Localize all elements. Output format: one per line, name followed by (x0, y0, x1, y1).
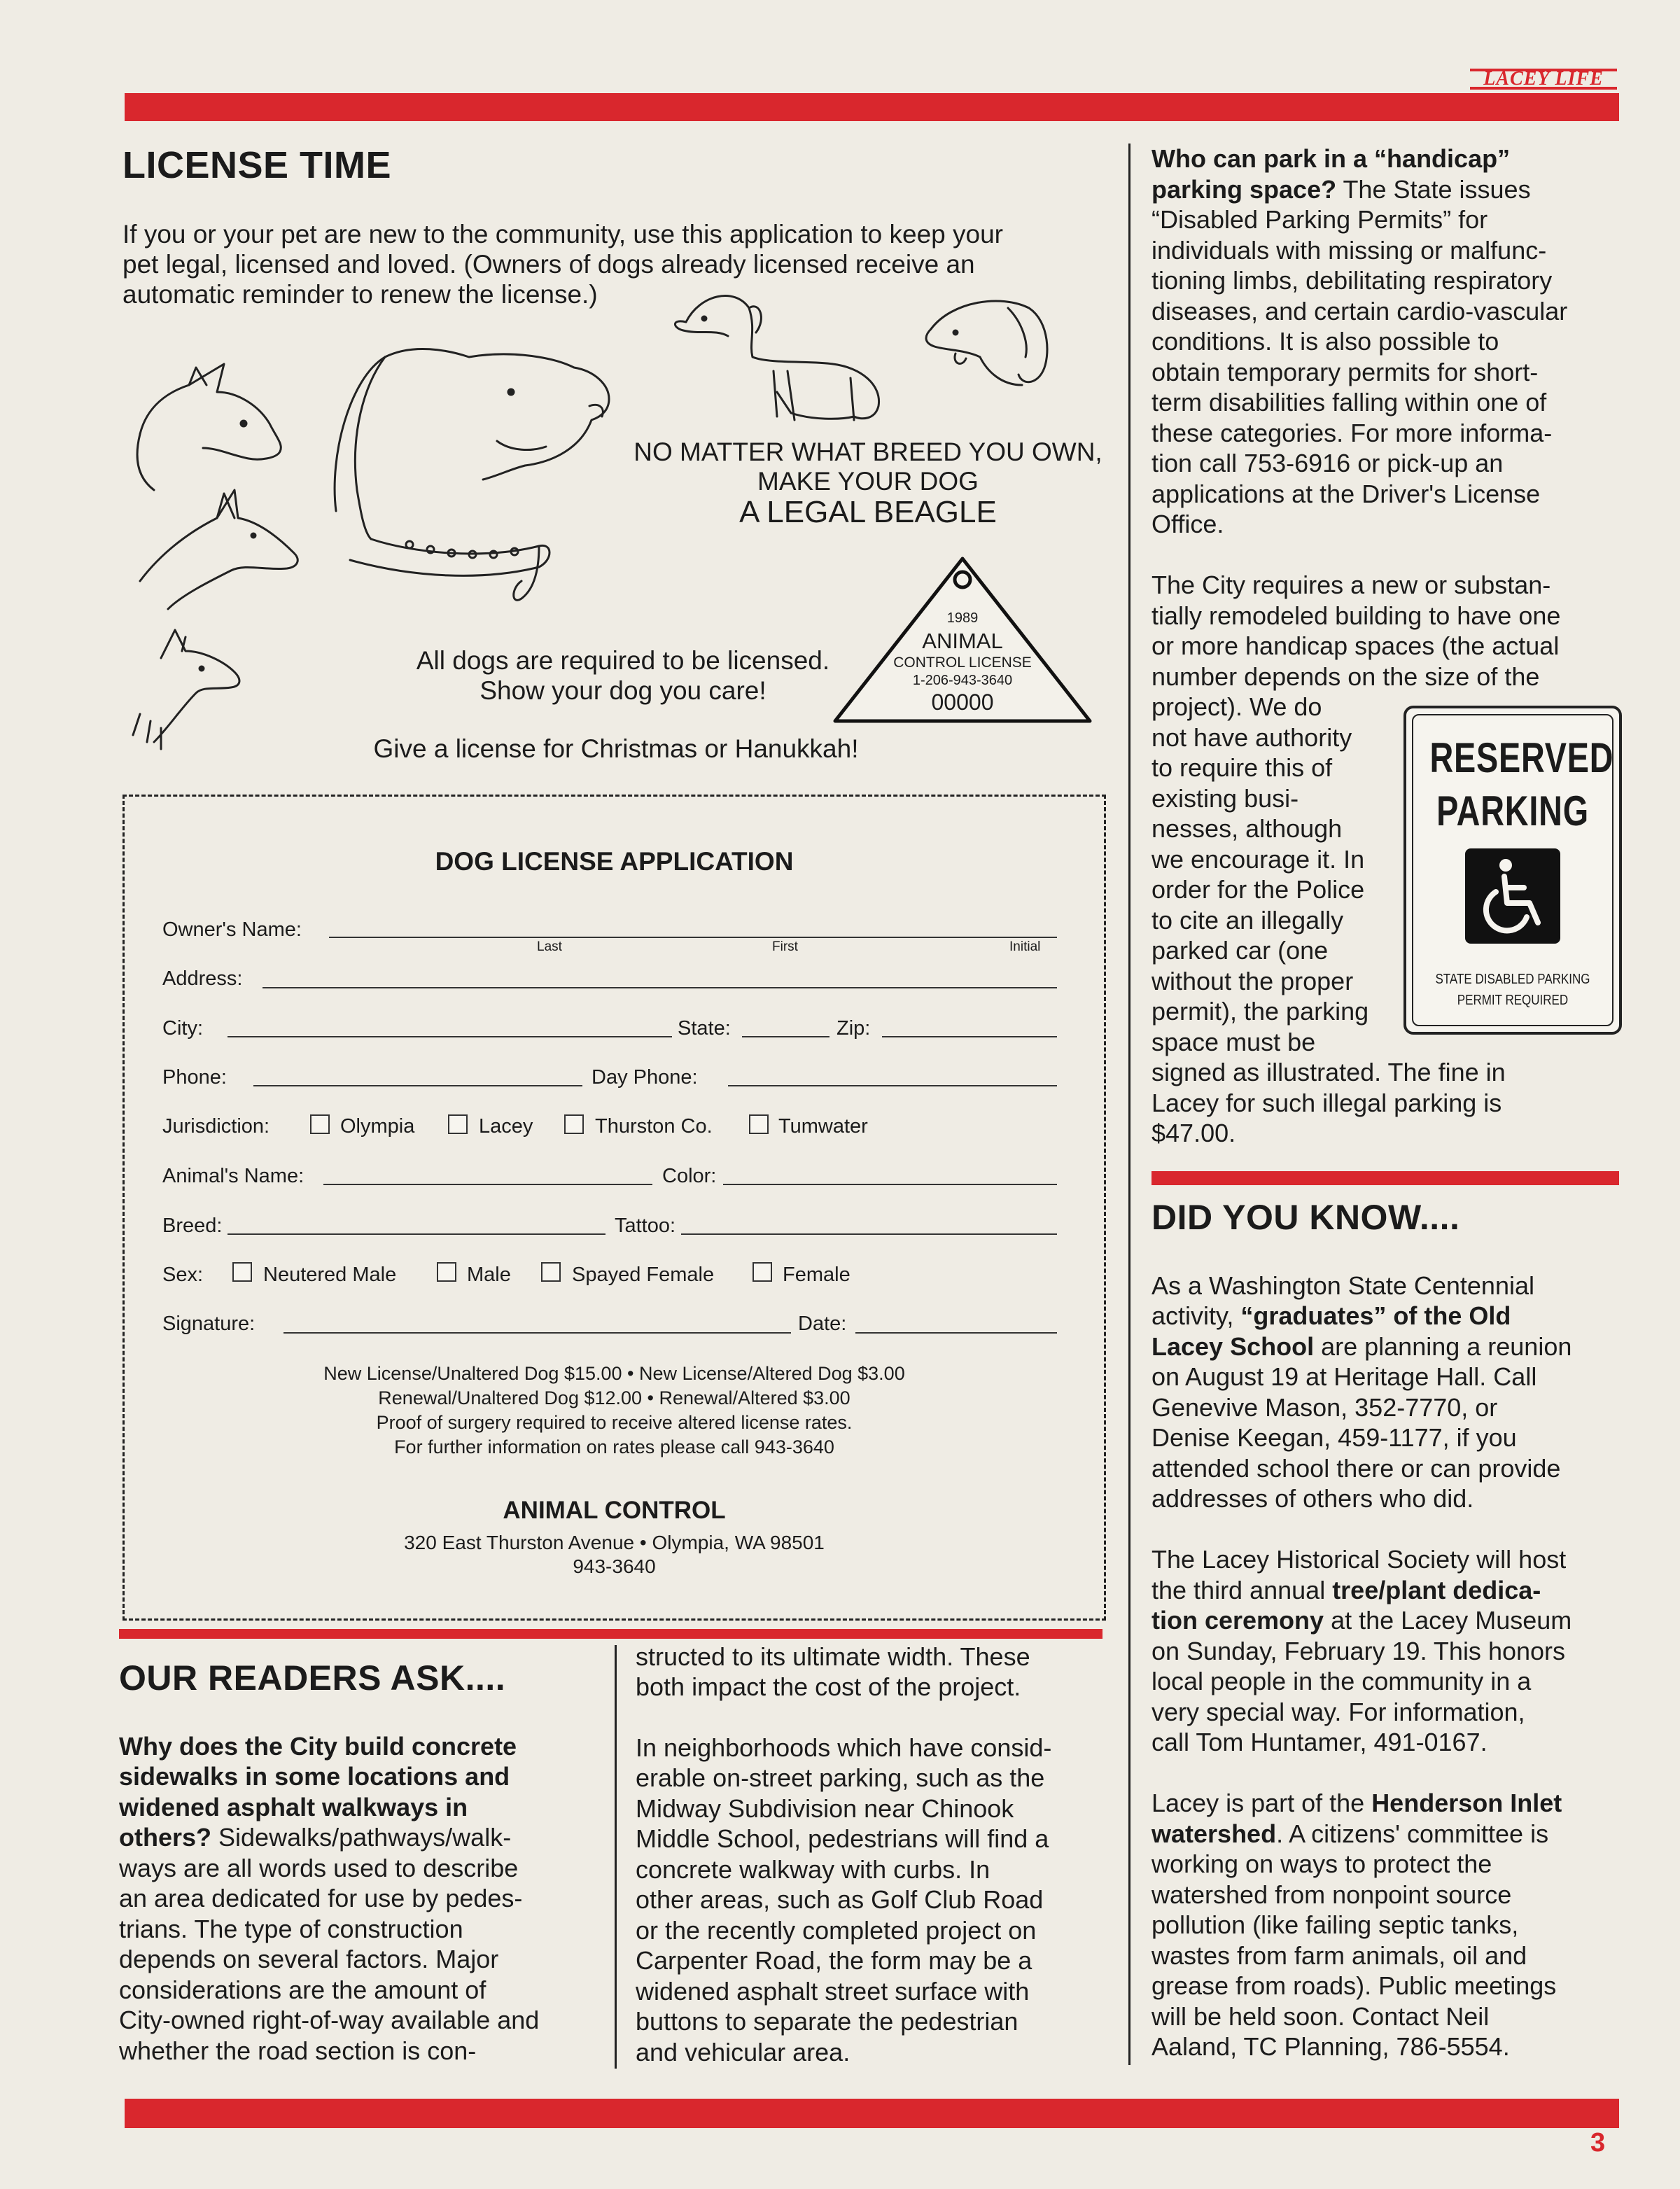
handicap-line: parked car (one (1152, 936, 1329, 965)
signature-label: Signature: (162, 1313, 255, 1335)
answer-line: or the recently completed project on (636, 1916, 1037, 1945)
tag-line2: CONTROL LICENSE (893, 655, 1032, 671)
answer-line: Carpenter Road, the form may be a (636, 1946, 1032, 1975)
dyk-text: . A citizens' committee is (1276, 1819, 1549, 1848)
state-field[interactable] (742, 1036, 830, 1037)
dyk-line-mixed (1152, 1301, 1511, 1331)
dyk-line: working on ways to protect the (1152, 1849, 1492, 1878)
dyk-text: activity, (1152, 1301, 1241, 1330)
mid-red-bar-right (1152, 1171, 1619, 1185)
sign-line3: STATE DISABLED PARKING (1435, 972, 1590, 987)
dyk-line: wastes from farm animals, oil and (1152, 1941, 1527, 1970)
answer-line: and vehicular area. (636, 2038, 850, 2066)
handicap-line: individuals with missing or malfunc- (1152, 236, 1547, 265)
reserved-parking-sign (1404, 706, 1622, 1035)
dyk-line: The Lacey Historical Society will host (1152, 1545, 1567, 1574)
dyk-line: Genevive Mason, 352-7770, or (1152, 1393, 1498, 1422)
day-phone-field[interactable] (728, 1085, 1057, 1086)
masthead: LACEY LIFE (1470, 69, 1617, 90)
color-field[interactable] (723, 1184, 1057, 1185)
sign-line1: RESERVED (1429, 734, 1614, 781)
dyk-bold: Lacey School (1152, 1332, 1315, 1361)
tag-number: 00000 (931, 690, 994, 715)
handicap-line: tially remodeled building to have one (1152, 601, 1561, 630)
dyk-line: Denise Keegan, 459-1177, if you (1152, 1423, 1517, 1452)
answer-line: concrete walkway with curbs. In (636, 1855, 990, 1884)
owner-first-sublabel: First (772, 939, 798, 954)
dyk-text: Lacey is part of the (1152, 1789, 1372, 1817)
answer-line: City-owned right-of-way available and (119, 2006, 540, 2034)
bull-terrier-drawing (137, 364, 281, 490)
tag-phone: 1-206-943-3640 (912, 673, 1013, 688)
dyk-text: at the Lacey Museum (1324, 1606, 1572, 1635)
city-label: City: (162, 1017, 203, 1040)
handicap-line: these categories. For more informa- (1152, 419, 1553, 447)
rate-line: Proof of surgery required to receive altered license rates. (376, 1412, 853, 1433)
answer-line: erable on-street parking, such as the (636, 1763, 1045, 1792)
slogan-line: NO MATTER WHAT BREED YOU OWN, (634, 438, 1102, 466)
handicap-line: to cite an illegally (1152, 906, 1344, 935)
slogan-line: MAKE YOUR DOG (757, 467, 979, 496)
question-line: sidewalks in some locations and (119, 1762, 510, 1791)
dyk-line-mixed (1152, 1788, 1562, 1819)
top-red-bar (125, 93, 1619, 121)
readers-ask-heading: OUR READERS ASK.... (119, 1658, 506, 1698)
handicap-line: “Disabled Parking Permits” for (1152, 205, 1488, 234)
answer-line: ways are all words used to describe (119, 1854, 519, 1882)
animal-control-address: 320 East Thurston Avenue • Olympia, WA 98501 (404, 1532, 825, 1553)
answer-line: structed to its ultimate width. These (636, 1642, 1030, 1671)
sex-neutered-male-label: Neutered Male (263, 1264, 397, 1286)
handicap-line: number depends on the size of the (1152, 662, 1540, 691)
breed-field[interactable] (227, 1233, 606, 1235)
handicap-line: to require this of (1152, 753, 1333, 782)
dyk-line: addresses of others who did. (1152, 1484, 1474, 1513)
question-last-line (119, 1822, 511, 1853)
bottom-red-bar (125, 2099, 1619, 2128)
handicap-line: not have authority (1152, 723, 1352, 752)
handicap-answer-start: The State issues (1336, 175, 1531, 204)
question-line: widened asphalt walkways in (119, 1793, 468, 1821)
dyk-line: attended school there or can provide (1152, 1454, 1561, 1483)
tag-line1: ANIMAL (922, 629, 1003, 653)
handicap-line: diseases, and certain cardio-vascular (1152, 297, 1568, 326)
state-label: State: (678, 1017, 731, 1040)
phone-label: Phone: (162, 1066, 227, 1089)
handicap-line: Office. (1152, 510, 1224, 538)
question-line: Why does the City build concrete (119, 1732, 517, 1761)
intro-line: If you or your pet are new to the community, use this application to keep your (122, 220, 1003, 249)
dachshund-drawing (675, 296, 878, 420)
intro-line: automatic reminder to renew the license.) (122, 280, 598, 309)
breed-label: Breed: (162, 1215, 223, 1237)
did-you-know-heading: DID YOU KNOW.... (1152, 1198, 1460, 1237)
dyk-text: the third annual (1152, 1576, 1333, 1604)
jurisdiction-thurston-checkbox[interactable] (564, 1114, 584, 1134)
dyk-line: on August 19 at Heritage Hall. Call (1152, 1362, 1537, 1391)
dyk-line: watershed from nonpoint source (1152, 1880, 1512, 1909)
handicap-line: term disabilities falling within one of (1152, 388, 1547, 417)
required-line: All dogs are required to be licensed. (416, 646, 830, 675)
mid-red-bar-left (119, 1629, 1102, 1639)
dyk-line: very special way. For information, (1152, 1698, 1525, 1726)
sex-label: Sex: (162, 1264, 204, 1286)
answer-line: depends on several factors. Major (119, 1945, 499, 1973)
dyk-bold: tion ceremony (1152, 1606, 1324, 1635)
sex-female-label: Female (783, 1264, 850, 1286)
handicap-question-last-line (1152, 174, 1531, 205)
handicap-line: obtain temporary permits for short- (1152, 358, 1539, 386)
owner-last-sublabel: Last (537, 939, 562, 954)
handicap-line: $47.00. (1152, 1119, 1236, 1147)
dyk-line-mixed (1152, 1331, 1572, 1362)
handicap-line: space must be (1152, 1028, 1316, 1056)
dyk-line-mixed (1152, 1575, 1541, 1606)
beagle-head-drawing (335, 349, 609, 600)
answer-line: considerations are the amount of (119, 1975, 486, 2004)
dyk-line: Aaland, TC Planning, 786-5554. (1152, 2032, 1510, 2061)
jurisdiction-tumwater-label: Tumwater (778, 1115, 868, 1138)
handicap-line: nesses, although (1152, 814, 1343, 843)
animal-name-field[interactable] (323, 1184, 652, 1185)
dyk-line: As a Washington State Centennial (1152, 1271, 1534, 1300)
jurisdiction-olympia-checkbox[interactable] (310, 1114, 330, 1134)
handicap-line: Lacey for such illegal parking is (1152, 1089, 1502, 1117)
owner-name-label: Owner's Name: (162, 918, 302, 941)
question-line: others? (119, 1823, 212, 1852)
dyk-bold: watershed (1152, 1819, 1277, 1848)
owner-initial-sublabel: Initial (1009, 939, 1041, 954)
handicap-line: tion call 753-6916 or pick-up an (1152, 449, 1504, 477)
color-label: Color: (662, 1165, 717, 1187)
sign-line2: PARKING (1436, 788, 1589, 834)
slogan-line: A LEGAL BEAGLE (739, 495, 997, 529)
sex-spayed-female-label: Spayed Female (572, 1264, 715, 1286)
date-field[interactable] (855, 1332, 1057, 1334)
shepherd-drawing (133, 630, 239, 749)
jurisdiction-label: Jurisdiction: (162, 1115, 270, 1138)
handicap-line: signed as illustrated. The fine in (1152, 1058, 1506, 1086)
owner-name-field[interactable] (329, 937, 1057, 938)
answer-line: buttons to separate the pedestrian (636, 2007, 1018, 2036)
dyk-bold: Henderson Inlet (1371, 1789, 1562, 1817)
handicap-question-line: Who can park in a “handicap” (1152, 144, 1511, 173)
handicap-line: permit), the parking (1152, 997, 1369, 1026)
phone-field[interactable] (253, 1085, 582, 1086)
handicap-line: conditions. It is also possible to (1152, 327, 1499, 356)
sex-male-checkbox[interactable] (437, 1262, 456, 1282)
sex-spayed-female-checkbox[interactable] (541, 1262, 561, 1282)
handicap-line: applications at the Driver's License (1152, 480, 1541, 508)
handicap-line: The City requires a new or substan- (1152, 571, 1551, 599)
required-line: Show your dog you care! (479, 676, 766, 705)
rate-line: Renewal/Unaltered Dog $12.00 • Renewal/Altered $3.00 (378, 1387, 850, 1408)
address-label: Address: (162, 967, 243, 990)
tag-year: 1989 (946, 610, 979, 626)
dyk-line: on Sunday, February 19. This honors (1152, 1637, 1566, 1665)
handicap-question-line: parking space? (1152, 175, 1337, 204)
dyk-text: are planning a reunion (1314, 1332, 1572, 1361)
column-rule-middle (615, 1645, 617, 2069)
address-field[interactable] (262, 987, 1057, 988)
dyk-line: will be held soon. Contact Neil (1152, 2002, 1490, 2031)
handicap-line: tioning limbs, debilitating respiratory (1152, 266, 1553, 295)
zip-field[interactable] (882, 1036, 1057, 1037)
dyk-line-mixed (1152, 1819, 1548, 1849)
dyk-bold: tree/plant dedica- (1332, 1576, 1541, 1604)
handicap-line: existing busi- (1152, 784, 1299, 813)
answer-line: other areas, such as Golf Club Road (636, 1885, 1044, 1914)
dyk-bold: “graduates” of the Old (1240, 1301, 1511, 1330)
handicap-line: or more handicap spaces (the actual (1152, 631, 1560, 660)
jurisdiction-lacey-checkbox[interactable] (448, 1114, 468, 1134)
handicap-line: we encourage it. In (1152, 845, 1365, 874)
answer-line: trians. The type of construction (119, 1915, 463, 1943)
sex-neutered-male-checkbox[interactable] (232, 1262, 252, 1282)
dyk-line: grease from roads). Public meetings (1152, 1971, 1557, 2000)
date-label: Date: (798, 1313, 847, 1335)
city-field[interactable] (227, 1036, 672, 1037)
zip-label: Zip: (836, 1017, 871, 1040)
form-title: DOG LICENSE APPLICATION (435, 847, 794, 876)
page-number: 3 (1590, 2128, 1606, 2157)
sign-line4: PERMIT REQUIRED (1457, 993, 1569, 1008)
answer-line: Midway Subdivision near Chinook (636, 1794, 1014, 1823)
sex-female-checkbox[interactable] (752, 1262, 772, 1282)
jurisdiction-lacey-label: Lacey (479, 1115, 533, 1138)
animal-name-label: Animal's Name: (162, 1165, 304, 1187)
rate-line: New License/Unaltered Dog $15.00 • New License/Altered Dog $3.00 (323, 1363, 905, 1384)
answer-line: whether the road section is con- (119, 2036, 477, 2065)
sex-male-label: Male (467, 1264, 511, 1286)
column-rule-right (1128, 144, 1130, 2065)
handicap-line: project). We do (1152, 692, 1322, 721)
animal-control-phone: 943-3640 (573, 1555, 656, 1577)
handicap-line: without the proper (1152, 967, 1354, 995)
dyk-line: pollution (like failing septic tanks, (1152, 1910, 1519, 1939)
answer-line: an area dedicated for use by pedes- (119, 1884, 523, 1912)
rate-line: For further information on rates please call 943-3640 (394, 1436, 834, 1457)
answer-line: In neighborhoods which have consid- (636, 1733, 1052, 1762)
signature-field[interactable] (284, 1332, 791, 1334)
answer-start: Sidewalks/pathways/walk- (211, 1823, 512, 1852)
tattoo-label: Tattoo: (615, 1215, 676, 1237)
jurisdiction-tumwater-checkbox[interactable] (749, 1114, 769, 1134)
day-phone-label: Day Phone: (592, 1066, 698, 1089)
jurisdiction-thurston-label: Thurston Co. (595, 1115, 713, 1138)
answer-line: Middle School, pedestrians will find a (636, 1824, 1049, 1853)
retriever-head-drawing (926, 301, 1047, 385)
answer-line: widened asphalt street surface with (636, 1977, 1030, 2006)
answer-line: both impact the cost of the project. (636, 1672, 1021, 1701)
dyk-line: local people in the community in a (1152, 1667, 1532, 1695)
license-heading: LICENSE TIME (122, 144, 392, 186)
wheelchair-icon (1465, 848, 1560, 944)
dyk-line-mixed (1152, 1605, 1572, 1636)
handicap-line: order for the Police (1152, 875, 1365, 904)
tattoo-field[interactable] (681, 1233, 1057, 1235)
intro-line: pet legal, licensed and loved. (Owners of dogs already licensed receive an (122, 250, 975, 279)
gift-line: Give a license for Christmas or Hanukkah! (373, 734, 859, 763)
animal-control-title: ANIMAL CONTROL (503, 1497, 726, 1524)
jurisdiction-olympia-label: Olympia (340, 1115, 415, 1138)
doberman-drawing (140, 490, 298, 609)
dyk-line: call Tom Huntamer, 491-0167. (1152, 1728, 1488, 1756)
